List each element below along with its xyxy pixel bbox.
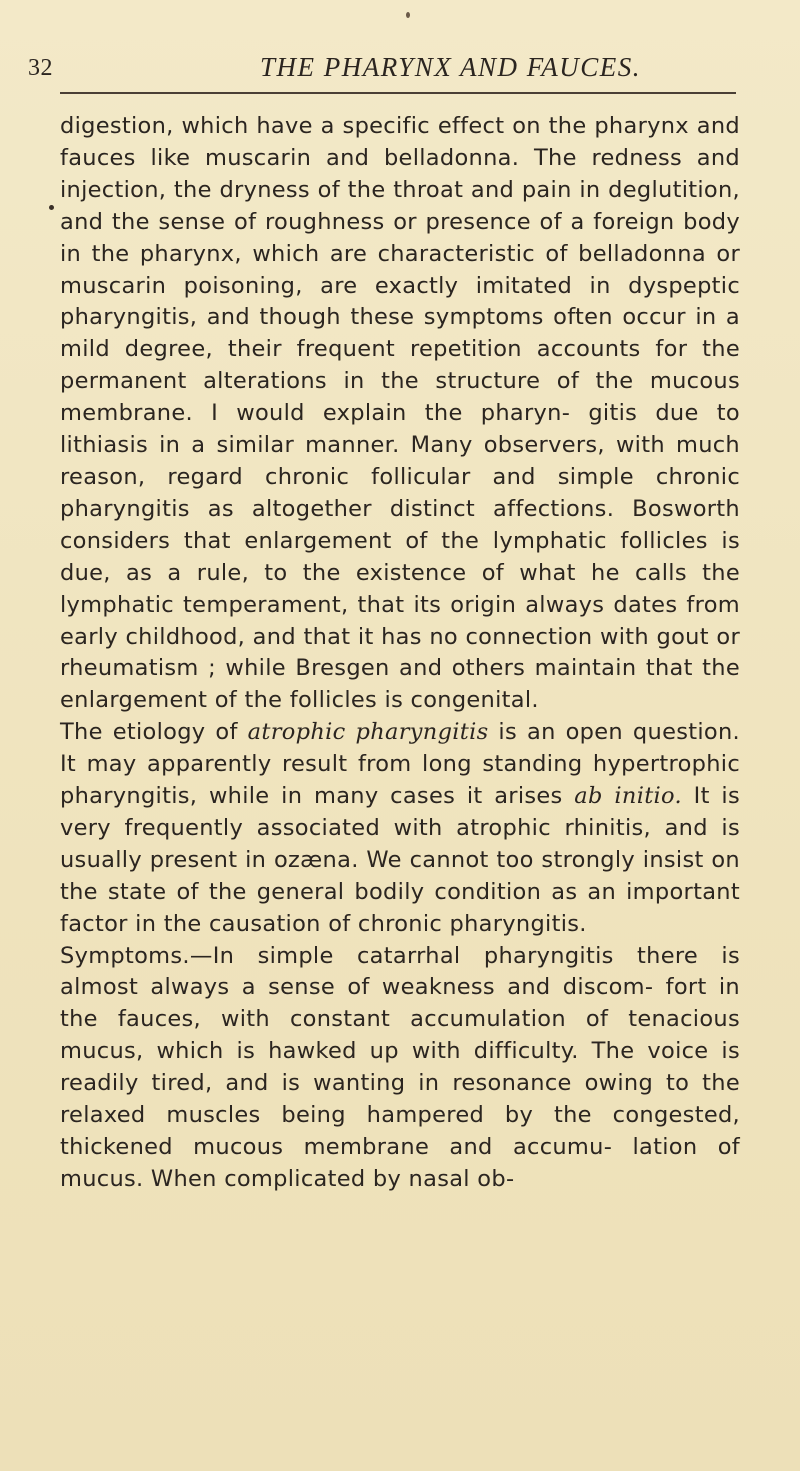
page-number: 32 — [28, 55, 53, 81]
symptoms-heading: Symptoms. — [60, 942, 190, 969]
etiology-lead: The etiology of — [60, 719, 248, 746]
atrophic-pharyngitis-term: atrophic pharyngitis — [247, 719, 489, 746]
running-head — [28, 52, 740, 92]
etiology-tail: It is very frequently associated with atrophic rhinitis, and is usually present in ozæna. We cannot too strongly insist on the state of the general bodily condition as an important factor in the causation of chronic pharyngitis. — [60, 783, 740, 937]
body-text — [60, 111, 740, 1196]
running-head-title: THE PHARYNX AND FAUCES. — [260, 52, 642, 82]
symptoms-text: —In simple catarrhal pharyngitis there is almost always a sense of weakness and discom- fort in the fauces, with constant accumulation of tenacious mucus, which is hawked up with difficulty. The voice is readily tired, and is wanting in resonance owing to the relaxed muscles being hampered by the congested, thickened mucous membrane and accumu- lation of mucus. When complicated by nasal ob- — [60, 942, 740, 1192]
paragraph-etiology — [60, 717, 740, 940]
paper-speck — [406, 12, 410, 18]
paragraph-symptoms — [60, 941, 740, 1196]
ab-initio-term: ab initio. — [574, 783, 682, 810]
header-rule — [60, 92, 736, 94]
margin-mark — [49, 205, 54, 210]
paragraph-digestion: digestion, which have a specific effect on the pharynx and fauces like muscarin and belladonna. The redness and injection, the dryness of the throat and pain in deglutition, and the sense of roughness or presence of a foreign body in the pharynx, which are characteristic of belladonna or muscarin poisoning, are exactly imitated in dyspeptic pharyngitis, and though these symptoms often occur in a mild degree, their frequent repetition accounts for the permanent alterations in the structure of the mucous membrane. I would explain the pharyn- gitis due to lithiasis in a similar manner. Many observers, with much reason, regard chronic follicular and simple chronic pharyngitis as altogether distinct affections. Bosworth considers that enlargement of the lymphatic follicles is due, as a rule, to the existence of what he calls the lymphatic temperament, that its origin always dates from early childhood, and that it has no connection with gout or rheumatism ; while Bresgen and others maintain that the enlargement of the follicles is congenital. — [60, 113, 740, 714]
etiology-middle: is an open question. It may apparently result from long standing hypertrophic pharyngitis, while in many cases it arises — [60, 719, 740, 810]
